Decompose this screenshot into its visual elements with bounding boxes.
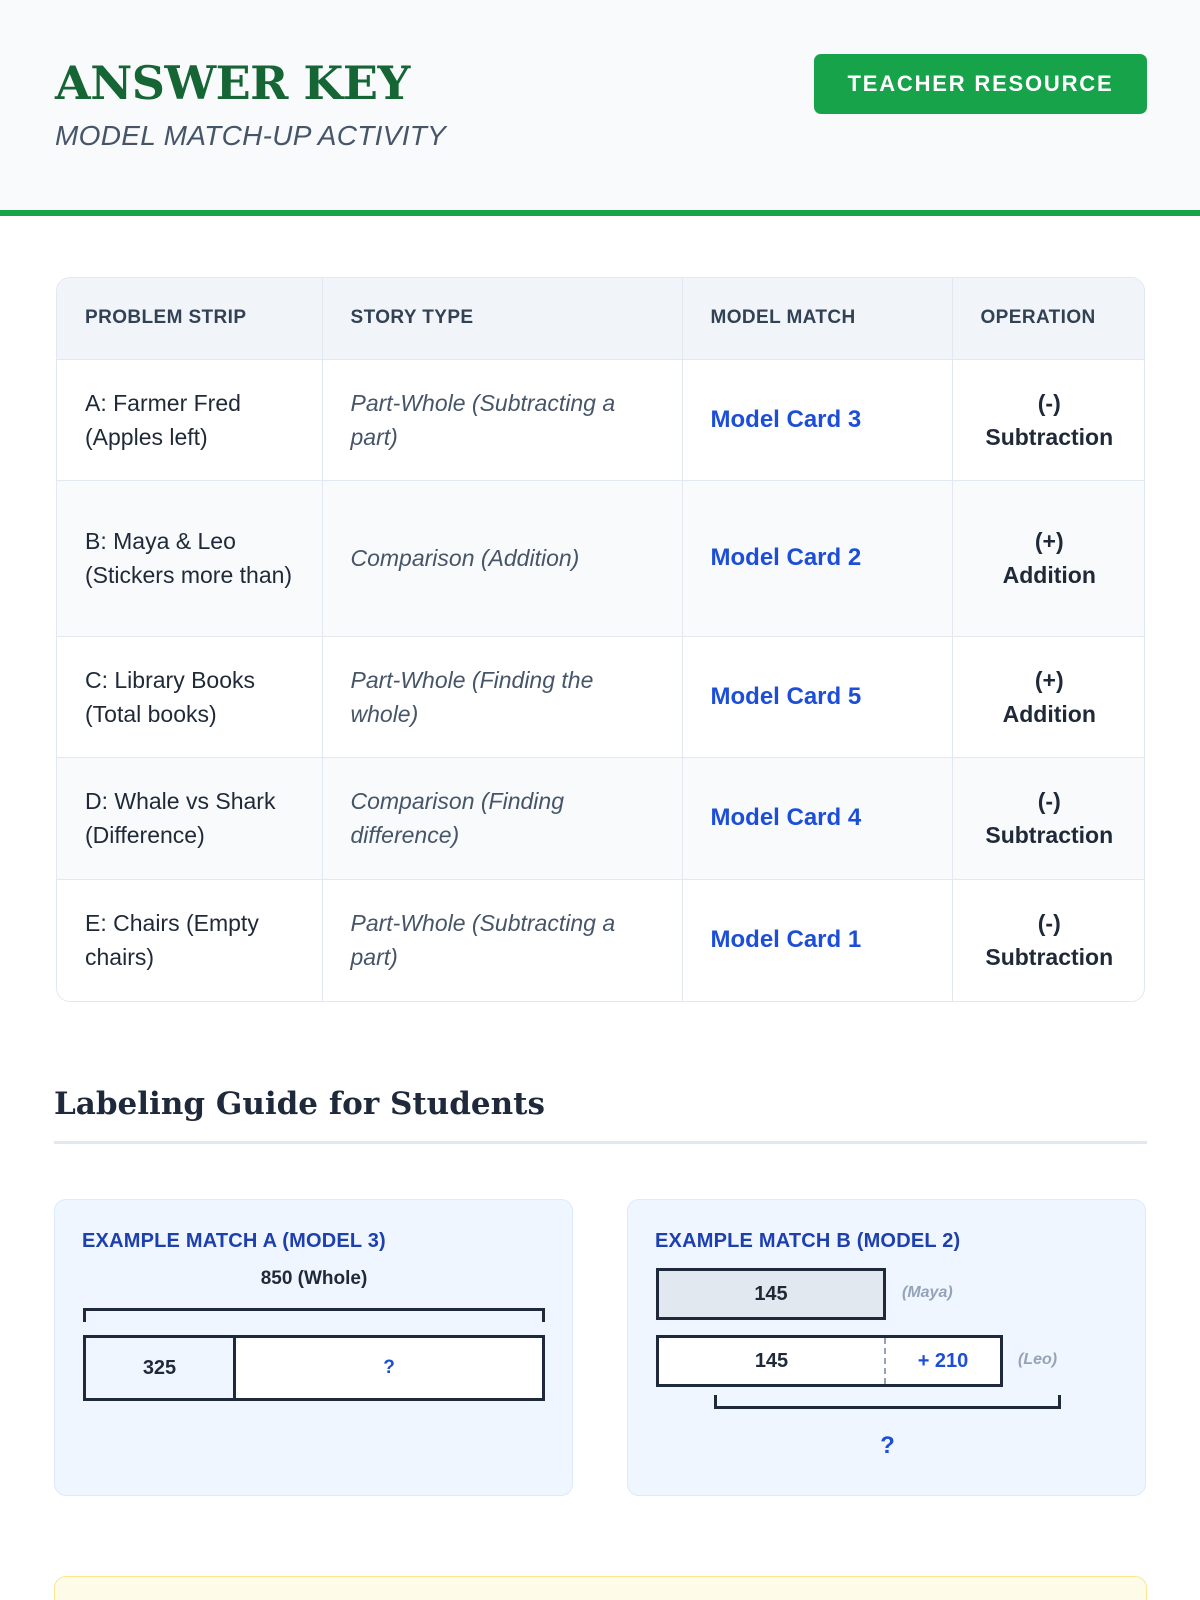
column-header-operation: OPERATION [952,278,1145,359]
operation-cell [952,758,1145,880]
example-match-b-card [627,1199,1146,1496]
model-match-cell: Model Card 1 [682,879,952,1001]
operation-name: Subtraction [985,822,1114,849]
table-row [57,879,1145,1001]
model-match-cell: Model Card 2 [682,481,952,636]
problem-strip-cell: A: Farmer Fred (Apples left) [57,359,322,481]
unknown-part-segment: ? [383,1357,395,1378]
note-box [54,1576,1147,1600]
operation-cell [952,481,1145,636]
operation-name: Addition [1002,700,1096,727]
table-header-row [57,278,1145,359]
model-match-cell: Model Card 5 [682,636,952,758]
operation-cell [952,879,1145,1001]
leo-base-segment: 145 [659,1338,886,1384]
example-b-label: EXAMPLE MATCH B (MODEL 2) [655,1230,961,1252]
example-match-a-card [54,1199,573,1496]
problem-strip-cell: E: Chairs (Empty chairs) [57,879,322,1001]
operation-cell [952,636,1145,758]
tape-diagram-bar [83,1335,545,1401]
operation-symbol: (+) [1034,528,1064,555]
story-type-cell: Comparison (Addition) [322,481,682,636]
teacher-resource-badge: TEACHER RESOURCE [814,54,1147,114]
known-part-segment: 325 [86,1338,236,1398]
total-bracket [714,1395,1061,1409]
model-match-cell: Model Card 3 [682,359,952,481]
example-a-label: EXAMPLE MATCH A (MODEL 3) [82,1230,386,1252]
operation-symbol: (-) [1037,910,1061,937]
page-title: ANSWER KEY [55,56,410,110]
operation-name: Subtraction [985,423,1114,450]
story-type-cell: Part-Whole (Finding the whole) [322,636,682,758]
story-type-cell: Part-Whole (Subtracting a part) [322,879,682,1001]
problem-strip-cell: B: Maya & Leo (Stickers more than) [57,481,322,636]
page-header [0,0,1200,216]
leo-bar [656,1335,1003,1387]
leo-extra-segment: + 210 [917,1349,969,1372]
section-divider [54,1141,1147,1144]
model-match-cell: Model Card 4 [682,758,952,880]
story-type-cell: Part-Whole (Subtracting a part) [322,359,682,481]
problem-strip-cell: D: Whale vs Shark (Difference) [57,758,322,880]
operation-symbol: (+) [1034,666,1064,693]
whole-label: 850 (Whole) [260,1268,368,1289]
whole-bracket [83,1308,545,1322]
total-unknown: ? [880,1432,895,1459]
column-header-problem-strip: PROBLEM STRIP [57,278,322,359]
leo-tag: (Leo) [1018,1351,1058,1368]
operation-name: Addition [1002,562,1096,589]
column-header-story-type: STORY TYPE [322,278,682,359]
maya-tag: (Maya) [902,1284,953,1301]
answer-key-table [56,277,1145,1002]
table-row [57,636,1145,758]
labeling-guide-title: Labeling Guide for Students [54,1086,545,1122]
operation-cell [952,359,1145,481]
column-header-model-match: MODEL MATCH [682,278,952,359]
table-row [57,481,1145,636]
operation-name: Subtraction [985,944,1114,971]
operation-symbol: (-) [1037,389,1061,416]
page-subtitle: MODEL MATCH-UP ACTIVITY [55,120,447,151]
table-row [57,758,1145,880]
operation-symbol: (-) [1037,788,1061,815]
maya-bar: 145 [656,1268,886,1320]
table-row [57,359,1145,481]
problem-strip-cell: C: Library Books (Total books) [57,636,322,758]
story-type-cell: Comparison (Finding difference) [322,758,682,880]
